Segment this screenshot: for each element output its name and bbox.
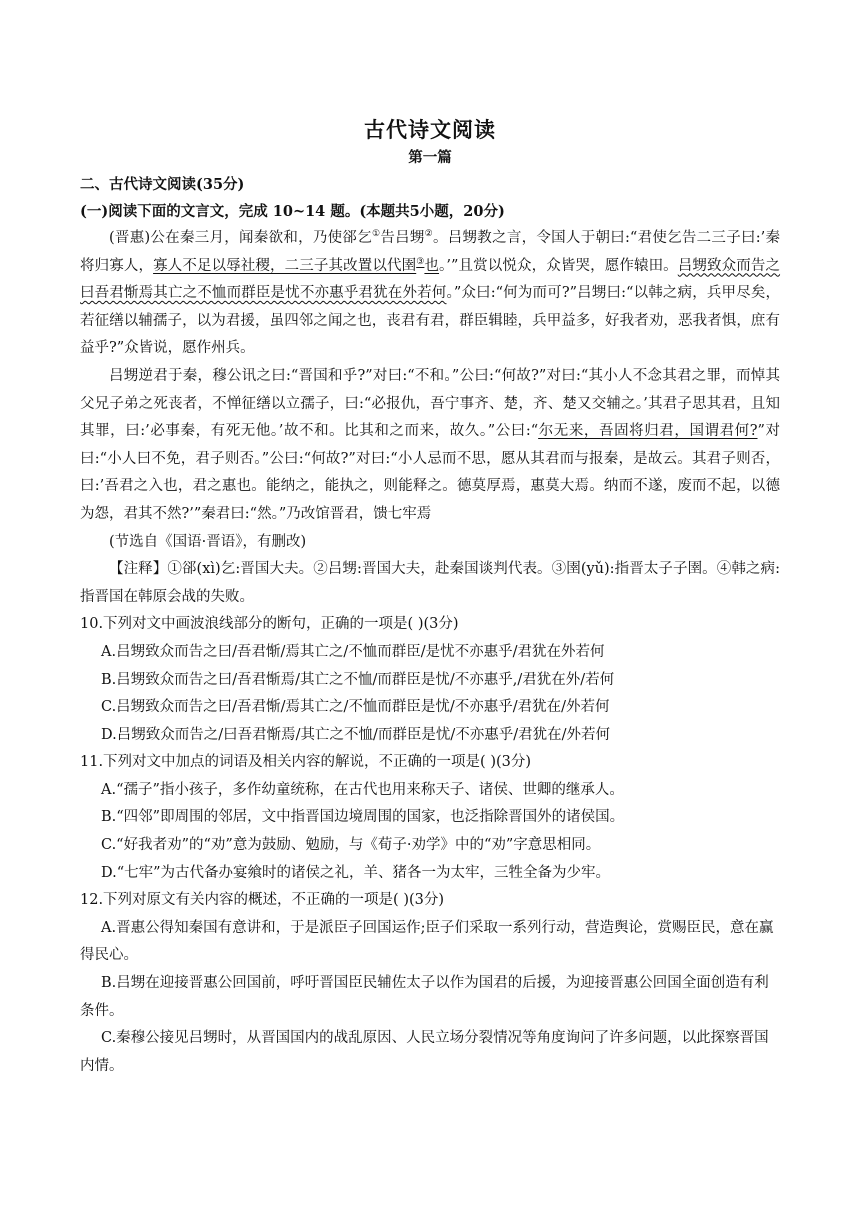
passage-paragraph-2: 吕甥逆君于秦，穆公讯之曰:“晋国和乎?”对曰:“不和。”公曰:“何故?”对曰:“其小人不念其君之罪，而悼其父兄子弟之死丧者，不惮征缮以立孺子，曰:“必报仇，吾宁事齐、楚，齐、楚又交辅之。’其君子思其君，且知其罪，曰:’必事秦，有死无他。’故不和。比其和之而来，故久。”公曰:“尔无来，吾固将归君，国谓君何?”对曰:“小人曰不免，君子则否。”公曰:“何故?”对曰:“小人忌而不思，愿从其君而与报秦，是故云。其君子则否，曰:’吾君之入也，君之惠也。能纳之，能执之，则能释之。德莫厚焉，惠莫大焉。纳而不遂，废而不起，以德为怨，君其不然?’”秦君曰:“然。”乃改馆晋君，馈七牢焉 — [80, 367, 781, 522]
footnote-marker: ③ — [416, 256, 425, 267]
underlined-sentence: 寡人不足以辱社稷，二三子其改置以代圉 — [153, 257, 417, 274]
option-c: C.秦穆公接见吕甥时，从晋国国内的战乱原因、人民立场分裂情况等角度询问了许多问题，以此探察晋国内情。 — [80, 1030, 769, 1074]
page-title: 古代诗文阅读 — [364, 117, 496, 142]
option-a: A.“孺子”指小孩子，多作幼童统称，在古代也用来称天子、诸侯、世卿的继承人。 — [101, 781, 624, 798]
option-b: B.吕甥在迎接晋惠公回国前，呼吁晋国臣民辅佐太子以作为国君的后援，为迎接晋惠公回国全面创造有利条件。 — [80, 975, 769, 1019]
section-heading: 二、古代诗文阅读(35分) — [80, 176, 245, 193]
question-11 — [80, 749, 780, 887]
wavy-underlined-sentence: 吕甥致众而告之曰吾君惭焉其亡之不恤而群臣是忧不亦惠乎君犹在外若何 — [80, 257, 781, 302]
question-10 — [80, 611, 780, 749]
question-stem: 12.下列对原文有关内容的概述，不正确的一项是( )(3分) — [80, 892, 445, 909]
footnote-marker: ② — [424, 229, 433, 240]
question-stem: 10.下列对文中画波浪线部分的断句，正确的一项是( )(3分) — [80, 616, 459, 633]
question-12 — [80, 887, 780, 1080]
option-d: D.吕甥致众而告之/曰吾君惭焉/其亡之不恤/而群臣是忧/不亦惠乎/君犹在/外若何 — [101, 726, 611, 743]
option-a: A.晋惠公得知秦国有意讲和，于是派臣子回国运作;臣子们采取一系列行动，营造舆论，赏赐臣民，意在赢得民心。 — [80, 919, 774, 964]
option-c: C.吕甥致众而告之曰/吾君惭/焉其亡之/不恤而群臣是忧/不亦惠乎/君犹在/外若何 — [101, 699, 610, 716]
question-stem: 11.下列对文中加点的词语及相关内容的解说，不正确的一项是( )(3分) — [80, 754, 532, 771]
underlined-sentence: 尔无来，吾固将归君，国谓君何? — [538, 423, 758, 440]
document-content — [80, 115, 780, 1080]
option-d: D.“七牢”为古代备办宴飨时的诸侯之礼，羊、猪各一为太牢，三牲全备为少牢。 — [101, 864, 611, 881]
part-heading: (一)阅读下面的文言文，完成 10~14 题。(本题共5小题，20分) — [80, 203, 505, 220]
passage-source: (节选自《国语·晋语》，有删改) — [109, 533, 307, 550]
passage-paragraph-1: (晋惠)公在秦三月，闻秦欲和，乃使郤乞①告吕甥②。吕甥教之言，令国人于朝曰:“君使乞告二三子曰:’秦将归寡人，寡人不足以辱社稷，二三子其改置以代圉③也。’”且赏以悦众，众皆哭，愿作辕田。吕甥致众而告之曰吾君惭焉其亡之不恤而群臣是忧不亦惠乎君犹在外若何。”众曰:“何为而可?”吕甥曰:“以韩之病，兵甲尽矣，若征缮以辅孺子，以为君援，虽四邻之闻之也，丧君有君，群臣辑睦，兵甲益多，好我者劝，恶我者惧，庶有益乎?”众皆说，愿作州兵。 — [80, 229, 781, 357]
page-subtitle: 第一篇 — [408, 149, 452, 166]
option-b: B.吕甥致众而告之曰/吾君惭焉/其亡之不恤/而群臣是忧/不亦惠乎,/君犹在外/若何 — [101, 671, 615, 688]
option-c: C.“好我者劝”的“劝”意为鼓励、勉励，与《荀子·劝学》中的“劝”字意思相同。 — [101, 837, 601, 854]
option-a: A.吕甥致众而告之曰/吾君惭/焉其亡之/不恤而群臣/是忧不亦惠乎/君犹在外若何 — [101, 643, 605, 660]
footnote-marker: ① — [371, 229, 381, 240]
passage-notes: 【注释】①郤(xì)乞:晋国大夫。②吕甥:晋国大夫，赴秦国谈判代表。③圉(yǔ):指晋太子子圉。④韩之病:指晋国在韩原会战的失败。 — [80, 561, 780, 605]
option-b: B.“四邻”即周围的邻居，文中指晋国边境周围的国家，也泛指除晋国外的诸侯国。 — [101, 809, 625, 826]
